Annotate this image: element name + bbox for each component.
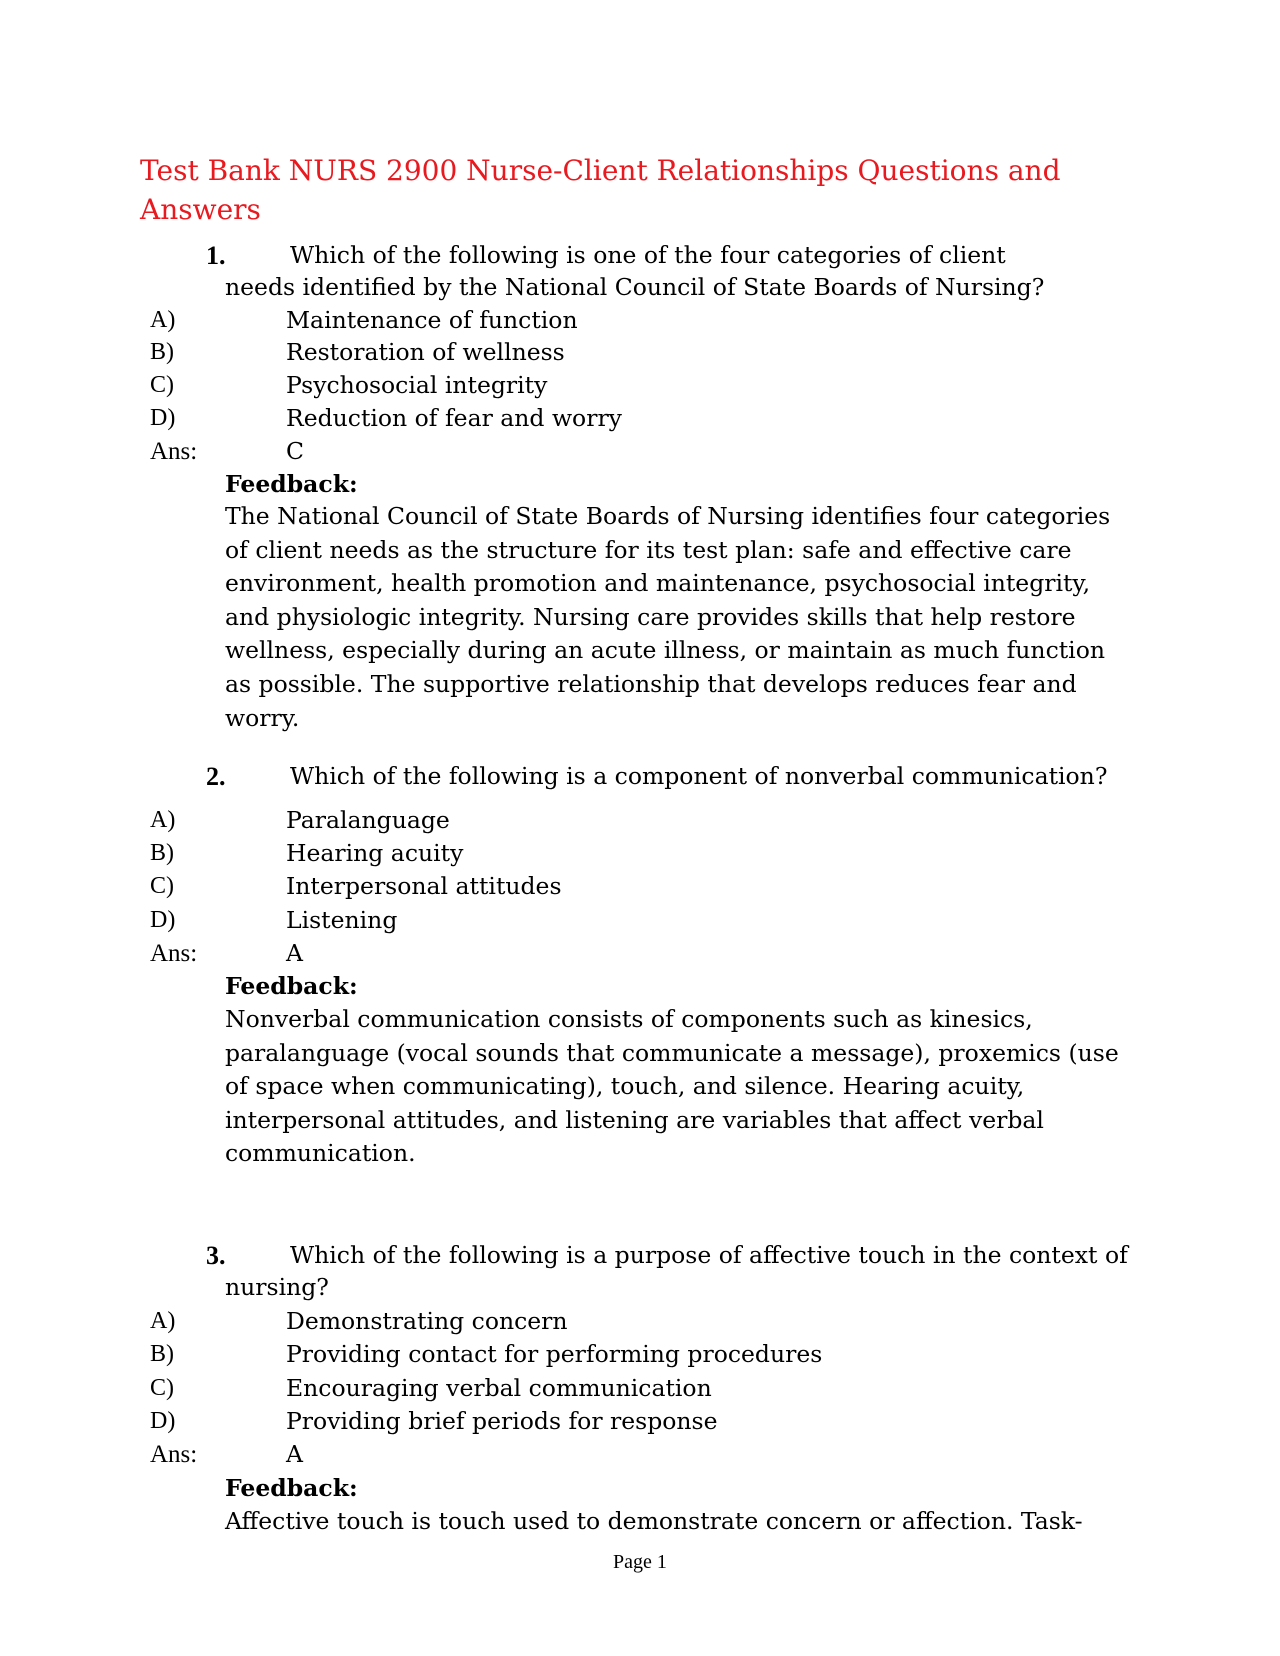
feedback-label: Feedback:: [225, 1474, 358, 1502]
feedback-text: Nonverbal communication consists of components such as kinesics, paralanguage (vocal sounds that communicate a message), proxemics (use of space when communicating), touch, and silence. Hearing acuity, interpersonal attitudes, and listening are variables that affect verbal communication.: [225, 1005, 1119, 1168]
question-text-continued: needs identified by the National Council of State Boards of Nursing?: [225, 273, 1045, 301]
option-text: Encouraging verbal communication: [286, 1374, 712, 1402]
option-letter: D): [150, 405, 176, 431]
option-text: Paralanguage: [286, 806, 450, 834]
question-text-continued: nursing?: [225, 1273, 329, 1301]
option-text: Maintenance of function: [286, 306, 578, 334]
option-text: Listening: [286, 906, 398, 934]
question-text: Which of the following is a purpose of affective touch in the context of: [290, 1241, 1128, 1269]
document-title: Test Bank NURS 2900 Nurse-Client Relationships Questions and Answers: [140, 154, 1061, 226]
option-letter: C): [150, 1375, 174, 1401]
answer-value: C: [286, 437, 304, 465]
option-letter: C): [150, 873, 174, 899]
option-text: Hearing acuity: [286, 839, 464, 867]
feedback-text: The National Council of State Boards of Nursing identifies four categories of client needs as the structure for its test plan: safe and effective care environment, health promotion and maintenance, psychosocial integrity, and physiologic integrity. Nursing care provides skills that help restore wellness, especially during an acute illness, or maintain as much function as possible. The supportive relationship that develops reduces fear and worry.: [225, 502, 1111, 732]
feedback-text: Affective touch is touch used to demonstrate concern or affection. Task-: [225, 1507, 1083, 1535]
option-letter: A): [150, 1308, 176, 1334]
option-text: Psychosocial integrity: [286, 371, 548, 399]
option-letter: D): [150, 907, 176, 933]
answer-label: Ans:: [150, 438, 198, 465]
question-text: Which of the following is one of the four categories of client: [290, 241, 1006, 269]
option-letter: B): [150, 339, 174, 365]
page-number-footer: Page 1: [613, 1551, 667, 1573]
option-letter: A): [150, 307, 176, 333]
option-text: Demonstrating concern: [286, 1307, 568, 1335]
question-number: 3.: [206, 1241, 226, 1270]
question-number: 2.: [206, 762, 226, 791]
feedback-label: Feedback:: [225, 972, 358, 1000]
option-letter: B): [150, 1341, 174, 1367]
answer-value: A: [286, 1440, 303, 1468]
option-text: Reduction of fear and worry: [286, 404, 622, 432]
option-text: Providing contact for performing procedures: [286, 1340, 823, 1368]
answer-label: Ans:: [150, 1441, 198, 1468]
option-letter: B): [150, 840, 174, 866]
option-letter: C): [150, 372, 174, 398]
option-letter: D): [150, 1408, 176, 1434]
question-number: 1.: [206, 241, 226, 270]
question-text: Which of the following is a component of nonverbal communication?: [290, 762, 1108, 790]
option-text: Providing brief periods for response: [286, 1407, 718, 1435]
answer-value: A: [286, 939, 303, 967]
option-text: Interpersonal attitudes: [286, 872, 562, 900]
option-text: Restoration of wellness: [286, 338, 565, 366]
option-letter: A): [150, 807, 176, 833]
feedback-label: Feedback:: [225, 470, 358, 498]
answer-label: Ans:: [150, 940, 198, 967]
